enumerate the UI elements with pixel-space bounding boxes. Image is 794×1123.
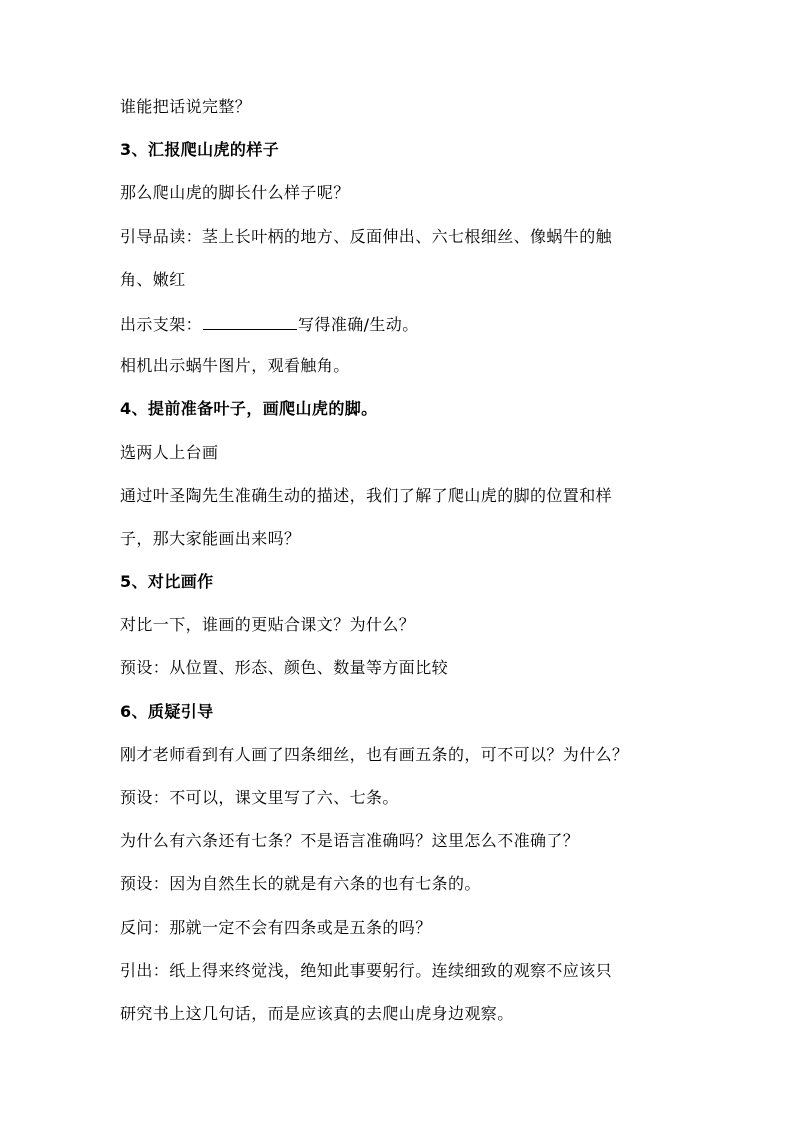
text-line: 对比一下，谁画的更贴合课文？为什么？ bbox=[120, 615, 416, 635]
section-heading: 4、提前准备叶子，画爬山虎的脚。 bbox=[120, 399, 378, 419]
support-prompt: 出示支架： bbox=[120, 314, 203, 334]
text-line: 那么爬山虎的脚长什么样子呢？ bbox=[120, 183, 350, 203]
section-heading: 6、质疑引导 bbox=[120, 701, 214, 721]
section-heading: 5、对比画作 bbox=[120, 572, 214, 592]
text-line: 子，那大家能画出来吗？ bbox=[120, 528, 301, 548]
text-line: 反问：那就一定不会有四条或是五条的吗？ bbox=[120, 917, 432, 937]
text-line: 选两人上台画 bbox=[120, 442, 219, 462]
text-line: 相机出示蜗牛图片，观看触角。 bbox=[120, 356, 350, 376]
support-suffix: 写得准确/生动。 bbox=[298, 314, 419, 334]
text-line-with-blank bbox=[120, 313, 700, 333]
text-line: 为什么有六条还有七条？不是语言准确吗？这里怎么不准确了？ bbox=[120, 831, 580, 851]
text-line: 刚才老师看到有人画了四条细丝，也有画五条的，可不可以？为什么？ bbox=[120, 744, 629, 764]
section-heading: 3、汇报爬山虎的样子 bbox=[120, 140, 280, 160]
text-line: 角、嫩红 bbox=[120, 269, 186, 289]
text-line: 通过叶圣陶先生准确生动的描述，我们了解了爬山虎的脚的位置和样 bbox=[120, 485, 613, 505]
text-line: 引导品读：茎上长叶柄的地方、反面伸出、六七根细丝、像蜗牛的触 bbox=[120, 226, 613, 246]
text-line: 预设：从位置、形态、颜色、数量等方面比较 bbox=[120, 658, 449, 678]
text-line: 引出：纸上得来终觉浅，绝知此事要躬行。连续细致的观察不应该只 bbox=[120, 960, 613, 980]
text-line: 预设：不可以，课文里写了六、七条。 bbox=[120, 788, 399, 807]
text-line: 研究书上这几句话，而是应该真的去爬山虎身边观察。 bbox=[120, 1003, 514, 1023]
fill-in-blank bbox=[203, 313, 297, 330]
text-line: 预设：因为自然生长的就是有六条的也有七条的。 bbox=[120, 874, 481, 894]
text-line: 谁能把话说完整？ bbox=[120, 97, 252, 116]
document-page bbox=[120, 97, 700, 1047]
